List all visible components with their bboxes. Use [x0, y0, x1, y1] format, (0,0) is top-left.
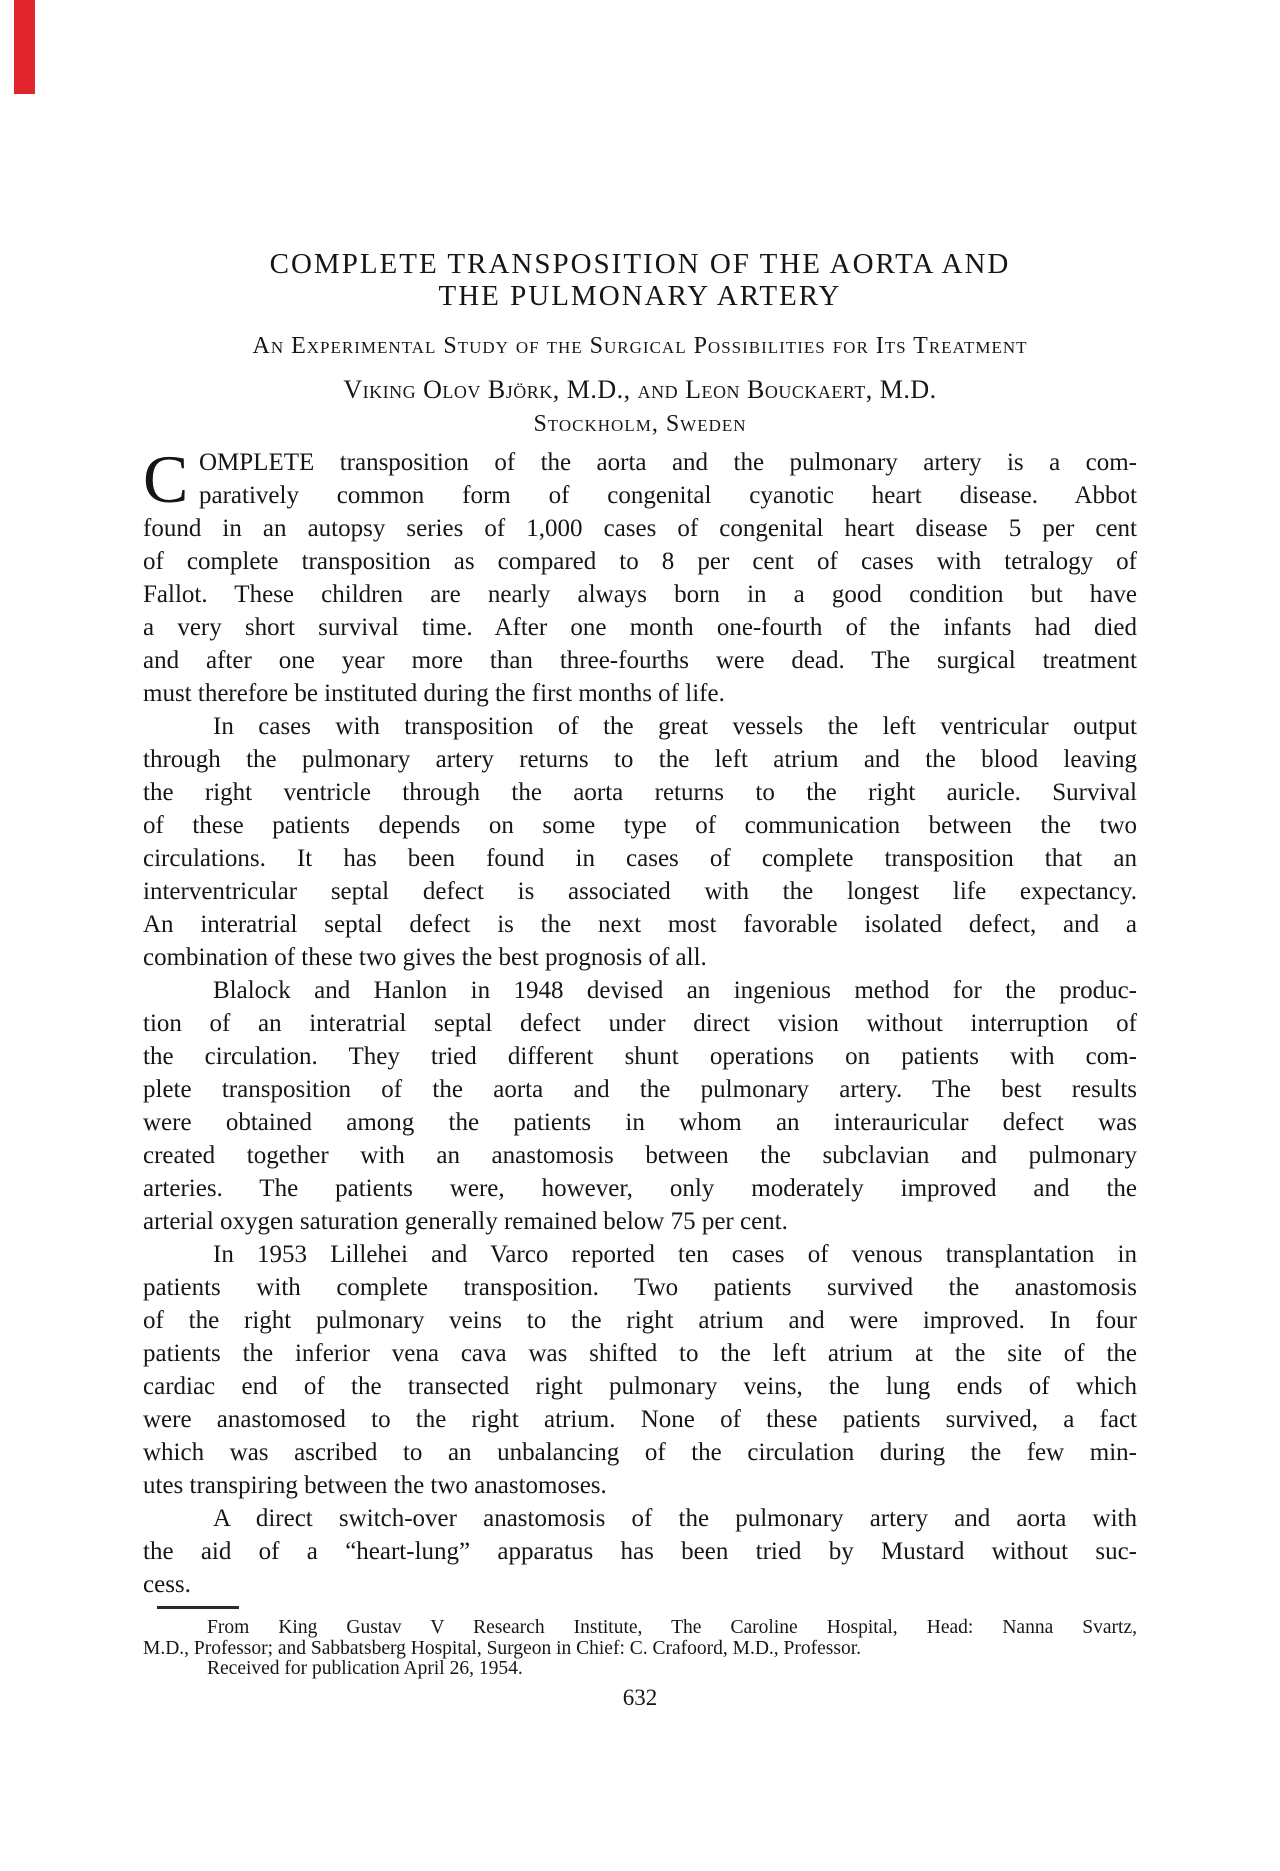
- body-line: patients with complete transposition. Two patients survived the anastomosis: [143, 1274, 1137, 1301]
- footnote-line: M.D., Professor; and Sabbatsberg Hospital, Surgeon in Chief: C. Crafoord, M.D., Professor.: [143, 1637, 862, 1659]
- body-line: In cases with transposition of the great vessels the left ventricular output: [213, 713, 1137, 740]
- body-line: a very short survival time. After one month one-fourth of the infants had died: [143, 614, 1137, 641]
- drop-cap: C: [143, 441, 189, 517]
- body-line: interventricular septal defect is associated with the longest life expectancy.: [143, 878, 1137, 905]
- body-line: were anastomosed to the right atrium. None of these patients survived, a fact: [143, 1406, 1137, 1433]
- footnote-lines: [143, 1618, 1137, 1680]
- body-line: combination of these two gives the best prognosis of all.: [143, 944, 707, 971]
- body-line: the aid of a “heart-lung” apparatus has been tried by Mustard without suc-: [143, 1538, 1137, 1565]
- article-title-line1: COMPLETE TRANSPOSITION OF THE AORTA AND: [269, 248, 1011, 280]
- page-number: 632: [622, 1685, 658, 1710]
- body-line: cess.: [143, 1571, 191, 1598]
- article-subtitle: An Experimental Study of the Surgical Possibilities for Its Treatment: [252, 333, 1028, 359]
- body-line: An interatrial septal defect is the next most favorable isolated defect, and a: [143, 911, 1137, 938]
- article-title-line2: THE PULMONARY ARTERY: [438, 280, 842, 312]
- body-line: must therefore be instituted during the first months of life.: [143, 680, 725, 707]
- footnote-rule: [157, 1606, 239, 1609]
- body-line: cardiac end of the transected right pulmonary veins, the lung ends of which: [143, 1373, 1137, 1400]
- body-line: paratively common form of congenital cyanotic heart disease. Abbot: [199, 482, 1137, 509]
- body-line: circulations. It has been found in cases of complete transposition that an: [143, 845, 1137, 872]
- body-line: patients the inferior vena cava was shifted to the left atrium at the site of the: [143, 1340, 1137, 1367]
- paragraph: [143, 1502, 1137, 1601]
- article-authors: Viking Olov Björk, M.D., and Leon Bouckaert, M.D.: [343, 375, 937, 404]
- footnote-line: From King Gustav V Research Institute, The Caroline Hospital, Head: Nanna Svartz,: [207, 1617, 1137, 1638]
- paragraph: [143, 1238, 1137, 1502]
- body-line: were obtained among the patients in whom an interauricular defect was: [143, 1109, 1137, 1136]
- body-line: through the pulmonary artery returns to the left atrium and the blood leaving: [143, 746, 1137, 773]
- body-line: Fallot. These children are nearly always born in a good condition but have: [143, 581, 1137, 608]
- footnote-block: [143, 1606, 1137, 1680]
- body-line: tion of an interatrial septal defect under direct vision without interruption of: [143, 1010, 1137, 1037]
- body-line: created together with an anastomosis between the subclavian and pulmonary: [143, 1142, 1137, 1169]
- body-line: of the right pulmonary veins to the right atrium and were improved. In four: [143, 1307, 1137, 1334]
- body-line: plete transposition of the aorta and the pulmonary artery. The best results: [143, 1076, 1137, 1103]
- body-line: of complete transposition as compared to 8 per cent of cases with tetralogy of: [143, 548, 1137, 575]
- footnote-line: Received for publication April 26, 1954.: [207, 1658, 523, 1679]
- red-edge-marker: [14, 0, 35, 94]
- article-title: [0, 248, 1280, 312]
- body-line: found in an autopsy series of 1,000 cases of congenital heart disease 5 per cent: [143, 515, 1137, 542]
- body-line: the circulation. They tried different shunt operations on patients with com-: [143, 1043, 1137, 1070]
- body-line: arterial oxygen saturation generally remained below 75 per cent.: [143, 1208, 788, 1235]
- body-line: and after one year more than three-fourths were dead. The surgical treatment: [143, 647, 1137, 674]
- body-line: the right ventricle through the aorta returns to the right auricle. Survival: [143, 779, 1137, 806]
- article-location: Stockholm, Sweden: [533, 411, 747, 437]
- article-body: [143, 441, 1137, 1601]
- body-line: Blalock and Hanlon in 1948 devised an ingenious method for the produc-: [213, 977, 1137, 1004]
- body-line: In 1953 Lillehei and Varco reported ten cases of venous transplantation in: [213, 1241, 1137, 1268]
- body-line: which was ascribed to an unbalancing of the circulation during the few min-: [143, 1439, 1137, 1466]
- body-line: of these patients depends on some type of communication between the two: [143, 812, 1137, 839]
- paragraph: [143, 441, 1137, 710]
- paragraph: [143, 974, 1137, 1238]
- body-line: OMPLETE transposition of the aorta and the pulmonary artery is a com-: [199, 449, 1137, 476]
- body-line: arteries. The patients were, however, only moderately improved and the: [143, 1175, 1137, 1202]
- paragraph: [143, 710, 1137, 974]
- article-header: [0, 248, 1280, 435]
- body-line: A direct switch-over anastomosis of the pulmonary artery and aorta with: [213, 1505, 1137, 1532]
- body-line: utes transpiring between the two anastomoses.: [143, 1472, 607, 1499]
